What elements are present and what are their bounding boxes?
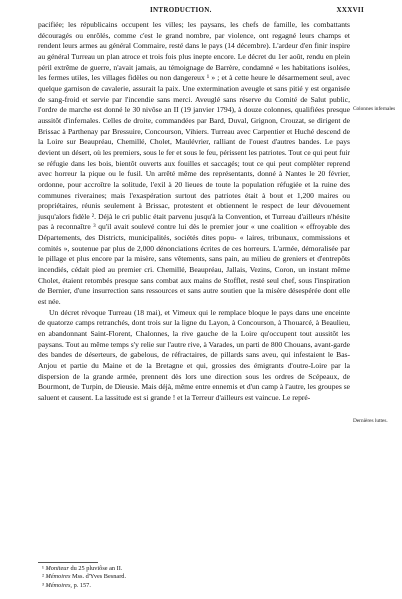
footnote-1: [42, 565, 354, 573]
side-note-colonnes-infernales: Colonnes infernales: [353, 106, 396, 112]
footnote-2-title: Mémoires: [45, 573, 71, 581]
footnote-2-text: Mss. d'Yves Besnard.: [70, 573, 127, 581]
page-number: XXXVII: [336, 6, 364, 14]
running-header: [0, 6, 402, 18]
footnote-3-text: , p. 157.: [70, 581, 91, 589]
side-note-dernieres-luttes: Dernières luttes.: [353, 418, 388, 424]
footnote-2: [42, 573, 354, 581]
footnote-1-mark: ¹: [42, 565, 44, 572]
footnotes: [42, 565, 354, 590]
paragraph-1: pacifiée; les républicains occupent les villes; les paysans, les chefs de famille, les combattants découragés ou enrôlés, comme c'est le grand nombre, par violence, ont regagné leurs champs et rendent leurs armes au général Commaire, resté dans le pays (14 décembre). L'ardeur d'en finir inspire au général Turreau un plan atroce et trois fois plus inepte encore. Le décret du 1er août, rendu en plein péril extrême de guerre, n'avait jamais, au témoignage de Barrère, condamné « les habitations isolées, les fermes utiles, les villages fidèles ou non dangereux ¹ » ; et à cette heure le désarmement seul, avec quelque garnison de cavalerie, assurait la paix. Une extermination aveugle et sans pitié y est organisée de sang-froid et servie par l'incendie sans merci. Aveuglé sans réserve du Comité de Salut public, l'ordre de marche est donné le 30 nivôse an II (19 janvier 1794), à douze colonnes, qualifiées presque aussitôt d'infernales. Celles de droite, commandées par Bard, Duval, Grignon, Crouzat, se dirigent de Brissac à Parthenay par Bressuire, Concourson, Vihiers. Turreau avec Carpentier et Huché descend de la Loire sur Beaupréau, Chemillé, Cholet, Maulévrier, ralliant de l'ouest d'autres bandes. Le pays devient un désert, où les premiers, sous le fer et sous le feu, périssent les patriotes. Tout ce qui peut fuir se réfugie dans les bois, bientôt ouverts aux fouilles et saccagés; tout ce qui peut complèter reprend avec horreur la pique ou le fusil. Un arrêté même des représentants, donné à Nantes le 20 février, ordonne, pour accroître la solitude, l'exil à 20 lieues de toute la population réfugiée et la ruine des communes riveraines; mais l'exaspération surtout des patriotes était à bout et 1,200 maires ou propriétaires, réunis seulement à Brissac, protestent et obtiennent le respect de leur dévouement jusqu'alors fidèle ². Déjà le cri public était parvenu jusqu'à la Convention, et Turreau d'ailleurs n'hésite pas à reconnaître ³ qu'il avait soulevé contre lui dès le premier jour « une coalition « effroyable des Départements, des Districts, municipalités, sociétés dites popu- « laires, tribunaux, commissions et comités », soutenue par plus de 2,000 dénonciations écrites de ces horreurs. L'armée, démoralisée par le pillage et plus encore par la misère, sans vêtements, sans pain, au milieu de greniers et d'entrepôts incendiés, cédait pied au premier cri. Chemillé, Beaupréau, Jallais, Vezins, Coron, un instant même Cholet, étaient retombés presque sans combat aux mains de Stofflet, resté seul chef, sous l'inspiration de Bernier, d'une insurrection sans ressources et sans autre soutien que la misère désespérée dont elle est née.: [38, 20, 350, 307]
footnote-divider: [38, 562, 98, 563]
footnote-3-mark: ³: [42, 581, 44, 589]
running-title: INTRODUCTION.: [150, 6, 212, 14]
footnote-1-title: Moniteur: [45, 565, 69, 572]
footnote-2-mark: ²: [42, 573, 44, 581]
paragraph-2: Un décret révoque Turreau (18 mai), et Vimeux qui le remplace bloque le pays dans une enceinte de quatorze camps retranchés, dont trois sur la ligne du Layon, à Concourson, à Thouarcé, à Beaulieu, en abandonnant Saint-Florent, Chalonnes, la rive gauche de la Loire qu'occupent tout aussitôt les paysans. Tout au même temps s'y relie sur l'autre rive, à Varades, un parti de 800 Chouans, avant-garde des bandes de déserteurs, de gabelous, de réfractaires, de pillards sans aveu, qui infestaient le Bas-Anjou et partie du Maine et de la Bretagne et qui, grossies des émigrants d'outre-Loire par la dispersion de la grande armée, prennent dès lors une direction sous les ordres de Scépeaux, de Bourmont, de Turpin, de Dieusie. Mais déjà, même entre ennemis et d'un camp à l'autre, les groupes se saluent et causent. La lassitude est si grande ! et la Terreur d'ailleurs est vaincue. Le repré-: [38, 307, 350, 402]
footnote-1-text: du 25 pluviôse an II.: [68, 565, 123, 572]
body-text: [38, 20, 350, 540]
footnote-3-title: Mémoires: [45, 581, 71, 589]
footnote-3: [42, 582, 354, 590]
